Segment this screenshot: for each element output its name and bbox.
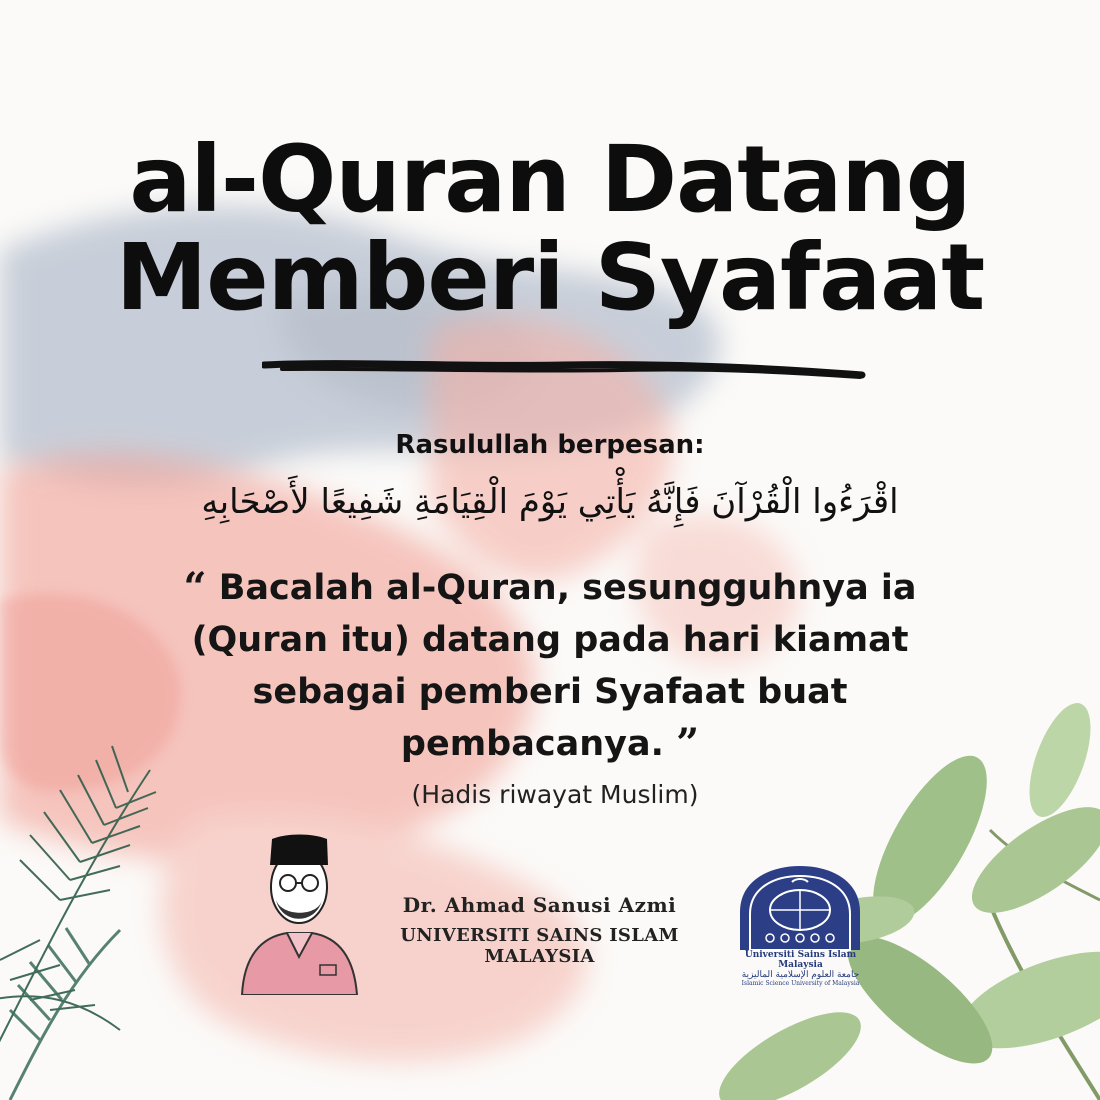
open-quote-mark: “: [183, 564, 207, 611]
intro-text: Rasulullah berpesan:: [395, 430, 705, 460]
quote-line-1: Bacalah al-Quran, sesungguhnya ia: [218, 568, 917, 608]
brush-underline: [262, 355, 867, 385]
logo-arabic: جامعة العلوم الإسلامية الماليزية: [741, 970, 860, 980]
close-quote-mark: ”: [676, 720, 700, 767]
author-name: Dr. Ahmad Sanusi Azmi: [402, 893, 677, 917]
author-affiliation: UNIVERSITI SAINS ISLAM MALAYSIA: [400, 925, 679, 967]
logo-name: Universiti Sains Islam Malaysia: [744, 950, 857, 970]
title-line-1: al-Quran Datang: [129, 126, 971, 233]
logo-caption: [728, 950, 873, 987]
logo-sub: Islamic Science University of Malaysia: [741, 980, 860, 987]
hadith-translation: [150, 562, 950, 770]
quote-line-4: pembacanya.: [400, 724, 664, 764]
title-line-2: Memberi Syafaat: [115, 224, 985, 331]
quote-line-3: sebagai pemberi Syafaat buat: [252, 672, 848, 712]
quote-line-2: (Quran itu) datang pada hari kiamat: [191, 620, 909, 660]
author-block: [362, 893, 717, 967]
arabic-hadith: اقْرَءُوا الْقُرْآنَ فَإِنَّهُ يَأْتِي يَوْمَ الْقِيَامَةِ شَفِيعًا لأَصْحَابِهِ: [201, 482, 899, 522]
university-logo: [730, 862, 870, 952]
author-portrait: [232, 825, 362, 995]
hadith-source: (Hadis riwayat Muslim): [411, 780, 699, 809]
